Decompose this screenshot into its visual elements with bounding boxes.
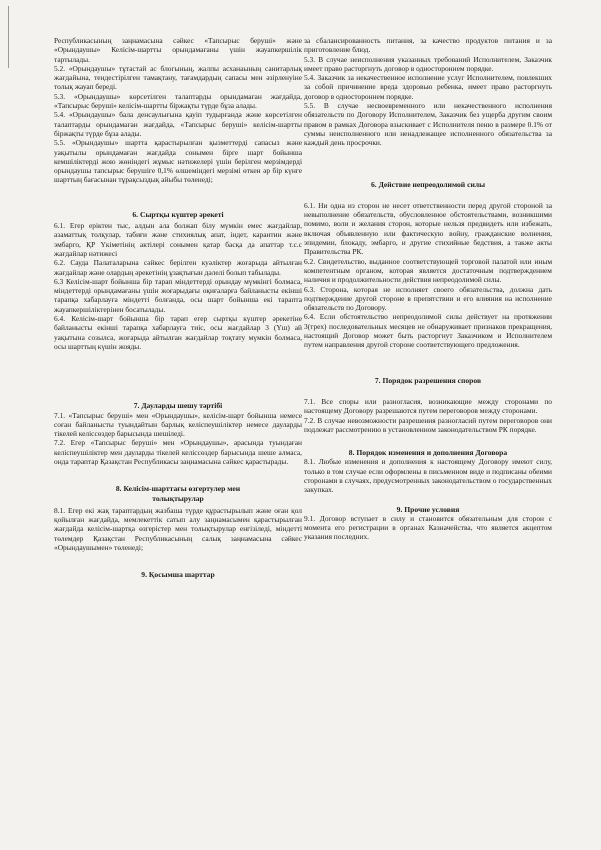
kz-paragraph-7-2: 7.2. Егер «Тапсырыс беруші» мен «Орындаушы», арасында туындаған келіспеушіліктер мен дауларды тікелей келіссөздер барысында шеше алмаса, онда тараптар Қазақстан Республикасы заңнамасына сәйкес қарастырады. xyxy=(54,438,302,466)
ru-heading-section-9: 9. Прочие условия xyxy=(396,504,460,514)
ru-paragraph-5-2-cont: за сбалансированность питания, за качество продуктов питания и за приготовление блюд. xyxy=(304,36,552,55)
ru-heading-section-6: 6. Действие непреодолимой силы xyxy=(370,179,486,189)
ru-paragraph-7-1: 7.1. Все споры или разногласия, возникающие между сторонами по настоящему Договору разрешаются путем переговоров между сторонами. xyxy=(304,396,552,416)
kz-heading-section-8-line1: 8. Келісім-шарттағы өзгертулер мен xyxy=(115,484,241,494)
ru-paragraph-6-1: 6.1. Ни одна из сторон не несет ответственности перед другой стороной за невыполнение обязательств, обусловленное обстоятельствами, возникшими помимо, воли и желания сторон, которые нельзя предвидеть или избежать, включая объявленную или фактическую войну, гражданские волнения, эпидемии, блокаду, эмбарго, и другие стихийные бедствия, а также акты Правительства РК. xyxy=(304,200,552,257)
binding-shadow xyxy=(0,6,9,68)
ru-paragraph-6-4: 6.4. Если обстоятельство непреодолимой силы действует на протяжении 3(трех) последовательных месяцев не обнаруживает признаков прекращения, настоящий Договор может быть расторгнут Заказчиком и Исполнителем путем направления другой стороне соответствующего предложения. xyxy=(304,312,552,350)
kz-paragraph-5-4: 5.4. «Орындаушы» бала денсаулығына қауіп тудырғанда және көрсетілген талаптарды орындамаған жағдайда, «Тапсырыс беруші» келісім-шартты біржақты түрде бұза алады. xyxy=(54,110,302,138)
ru-paragraph-8-1: 8.1. Любые изменения и дополнения к настоящему Договору имеют силу, только в том случае если оформлены в письменном виде и подписаны обеими сторонами в случаях, предусмотренных законодательством о государственных закупках. xyxy=(304,457,552,495)
kz-paragraph-5-5: 5.5. «Орындаушы» шартта қарастырылған қызметтерді сапасыз және уақытылы орындамаған жағдайда сонымен бірге шарт бойынша кемшіліктерді жою жөніндегі жұмыс нәтижелері үшін берілген мерзімдерді орындаушы тапсырыс берушіге 0,1% өлшеміндегі мерзімі өткен әр бір күнге шарттың бағасынан тұрақсыздық айыбы төленеді; xyxy=(54,138,302,185)
ru-paragraph-5-4: 5.4. Заказчик за некачественное исполнение услуг Исполнителем, повлекших за собой причинение вреда здоровью ребенка, имеет право расторгнуть договор в одностороннем порядке. xyxy=(304,73,552,101)
kz-heading-section-9: 9. Қосымша шарттар xyxy=(141,570,215,580)
kz-heading-section-6: 6. Сыртқы күштер әрекеті xyxy=(132,209,224,219)
kz-heading-section-8-line2: толықтырулар xyxy=(152,493,204,503)
kz-paragraph-5-2: 5.2. «Орындаушы» тұтастай ас блогының, жалпы асханаының санитарлық жағдайына, тендестірілген тамақтану, тағамдардың сапасы мен әзірленуіне толық жауап береді. xyxy=(54,63,302,92)
kz-paragraph-5-1-cont: Республикасының заңнамасына сәйкес «Тапсырыс беруші» және «Орындаушы» Келісім-шартты орындамағаны үшін жауапкершілік тартылады. xyxy=(54,36,302,64)
kz-paragraph-6-1: 6.1. Егер еріктен тыс, алдын ала болжап білу мүмкін емес жағдайлар, азаматтық толқулар, табиғи және стихиялық апат, індет, карантин және эмбарго, ҚР Үкіметінің актілері сонымен қатар басқа да апаттар т.с.с жағдайлар нәтижесі xyxy=(54,221,302,258)
kz-paragraph-6-2: 6.2. Сауда Палаталарына сәйкес берілген куәліктер жоғарыда айтылған жағдайлар және олардың әрекетінің ұзақтығын дәлелі болып табылады. xyxy=(54,258,302,277)
ru-paragraph-6-3: 6.3. Сторона, которая не исполняет своего обязательства, должна дать подтверждение другой стороне в препятствии и его влияния на исполнение обязательств по Договору. xyxy=(304,284,552,313)
kz-heading-section-7: 7. Дауларды шешу тәртібі xyxy=(133,401,223,411)
kz-paragraph-6-3: 6.3 Келісім-шарт бойынша бір тарап міндеттерді орындау мүмкінгі болмаса, міндеттерді орындамағаны үшін жоғарыдағы оқиғаларға байланысты екінші тарапқа хабарлауға міндетті болғанда, осы шарт бойынша екі тарапта жауапкершіліктерінен босатылады. xyxy=(54,276,302,314)
russian-column xyxy=(304,36,552,542)
ru-heading-section-8: 8. Порядок изменения и дополнения Договора xyxy=(348,448,508,458)
ru-paragraph-7-2: 7.2. В случае невозможности разрешения разногласий путем переговоров они подлежат рассмотрению в установленном законодательством РК порядке. xyxy=(304,415,552,434)
kz-paragraph-6-4: 6.4. Келісім-шарт бойынша бір тарап егер сыртқы күштер әрекетіне байланысты екінші тарапқа хабарлауға тиіс, осы жағдайлар 3 (Үш) ай уақытына созылса, жоғарыда айтылған жағдайлар тоқтату мүмкін болмаса, осы шарттың күшін жояды. xyxy=(54,314,302,351)
ru-paragraph-6-2: 6.2. Свидетельство, выданное соответствующей торговой палатой или иным компетентным органом, которая является достаточным подтверждением наличия и продолжительности действия непреодолимой силы. xyxy=(304,256,552,285)
ru-paragraph-5-3: 5.3. В случае неисполнения указанных требований Исполнителем, Заказчик имеет право расторгнуть договор в одностороннем порядке. xyxy=(304,54,552,73)
kz-paragraph-5-3: 5.3. «Орындаушы» көрсетілген талаптарды орындамаған жағдайда, «Тапсырыс беруші» келісім-шартты біржақты түрде бұза алады. xyxy=(54,91,302,111)
ru-heading-section-7: 7. Порядок разрешения споров xyxy=(374,375,482,385)
ru-paragraph-9-1: 9.1. Договор вступает в силу и становится обязательным для сторон с момента его регистрации в органах Казначейства, что является акцептом указания последних. xyxy=(304,513,552,542)
kz-paragraph-7-1: 7.1. «Тапсырыс беруші» мен «Орындаушы», келісім-шарт бойынша немесе соған байланысты туындайтын барлық келіспеушіліктер немесе дауларды тікелей келіссөздер барысында шешіледі. xyxy=(54,410,302,439)
kz-paragraph-8-1: 8.1. Егер екі жақ тараптардың жазбаша түрде құрастырылып және оған қол қойылған жағдайда, мемлекеттік сатып алу заңнамасымен қарастырылған жағдайда келісім-шартқа өзгерістер мен толықтырулар енгізіледі, міндетті төлемдер Қазақстан Республикасының салық заңнамасына сәйкес «Орындаушымен» төленеді; xyxy=(54,505,302,553)
ru-paragraph-5-5: 5.5. В случае несвоевременного или некачественного исполнения обязательств по Договору Исполнителем, Заказчик без ущерба другим своим правом в рамках Договора взыскивает с Исполнителя пеню в размере 0.1% от суммы неисполненного или ненадлежащее исполненного обязательства за каждый день просрочки. xyxy=(304,101,552,148)
kazakh-column xyxy=(54,36,302,580)
